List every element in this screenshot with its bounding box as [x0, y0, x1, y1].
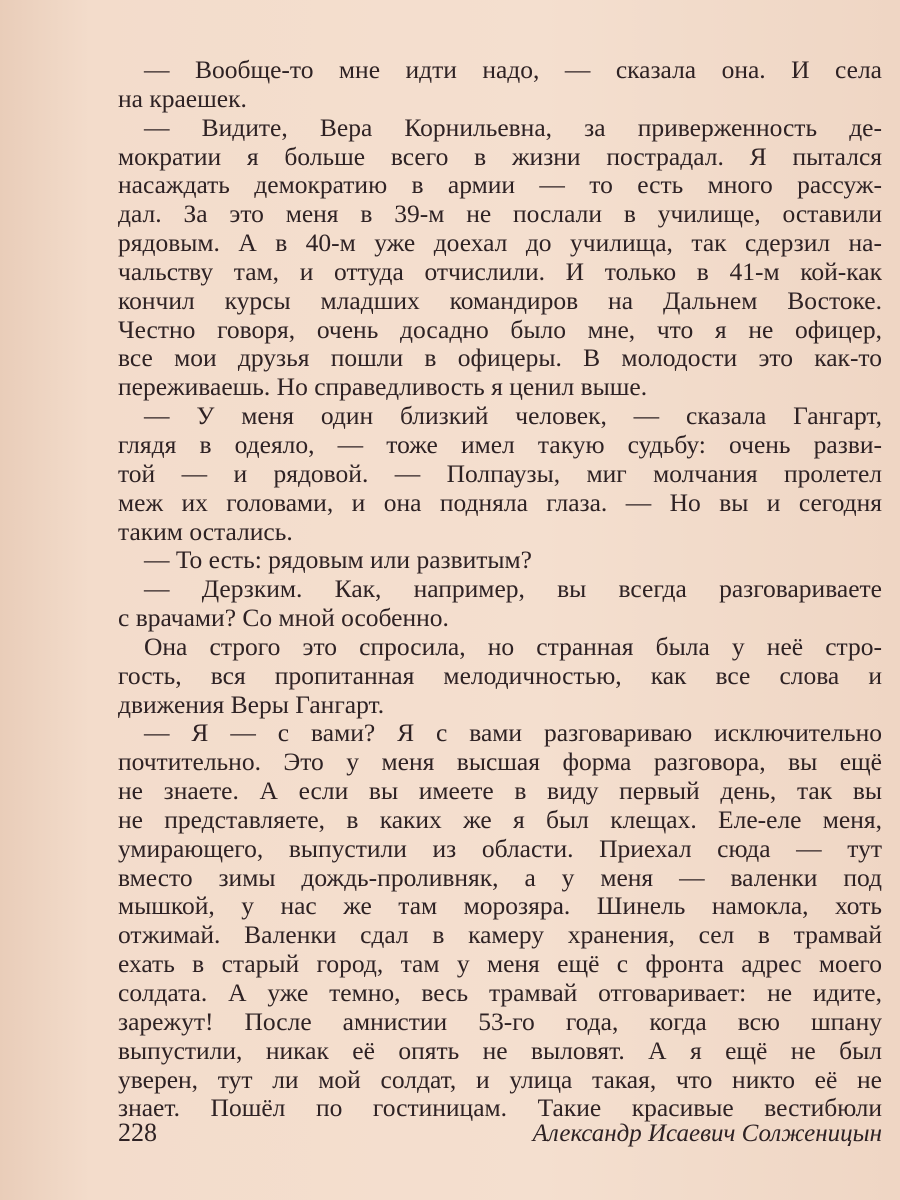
- text-line: глядя в одеяло, — тоже имел такую судьбу: очень разви-: [118, 429, 882, 459]
- text-line: — Вообще-то мне идти надо, — сказала она. И села: [144, 55, 882, 84]
- text-line: уверен, тут ли мой солдат, и улица такая, что никто её не: [118, 1064, 882, 1094]
- text-line: ехать в старый город, там у меня ещё с фронта адрес моего: [118, 949, 882, 979]
- text-line: все мои друзья пошли в офицеры. В молодости это как-то: [118, 343, 882, 373]
- text-line: меж их головами, и она подняла глаза. — Но вы и сегодня: [118, 487, 882, 517]
- text-line: мократии я больше всего в жизни пострадал. Я пытался: [118, 141, 882, 171]
- text-line: Она строго это спросила, но странная была у неё стро-: [144, 631, 882, 661]
- text-line: умирающего, выпустили из области. Приехал сюда — тут: [118, 833, 882, 863]
- text-line: — Я — с вами? Я с вами разговариваю исключительно: [144, 718, 882, 748]
- text-line: кончил курсы младших командиров на Дальнем Востоке.: [118, 285, 882, 315]
- text-line: движения Веры Гангарт.: [118, 689, 385, 719]
- text-line: знает. Пошёл по гостиницам. Такие красивые вестибюли: [118, 1093, 882, 1123]
- text-line: переживаешь. Но справедливость я ценил выше.: [118, 372, 648, 402]
- page-body-text: [118, 56, 882, 1123]
- text-line: не представляете, в каких же я был клещах. Еле-еле меня,: [118, 804, 882, 834]
- text-line: выпустили, никак её опять не выловят. А я ещё не был: [118, 1035, 882, 1065]
- text-line: зарежут! После амнистии 53-го года, когда всю шпану: [118, 1006, 882, 1036]
- text-line: гость, вся пропитанная мелодичностью, как все слова и: [118, 660, 882, 690]
- text-line: насаждать демократию в армии — то есть много рассуж-: [118, 170, 882, 200]
- running-footer-author: Александр Исаевич Солженицын: [532, 1120, 882, 1147]
- text-line: с врачами? Со мной особенно.: [118, 603, 449, 633]
- text-line: солдата. А уже темно, весь трамвай отговаривает: не идите,: [118, 978, 882, 1007]
- text-line: той — и рядовой. — Полпаузы, миг молчания пролетел: [118, 458, 882, 488]
- text-line: вместо зимы дождь-проливняк, а у меня — валенки под: [118, 862, 882, 892]
- page-number: 228: [118, 1118, 157, 1147]
- text-line: чальству там, и оттуда отчислили. И только в 41-м кой-как: [118, 256, 882, 286]
- text-line: — То есть: рядовым или развитым?: [144, 545, 533, 575]
- text-line: Честно говоря, очень досадно было мне, что я не офицер,: [118, 314, 882, 344]
- text-line: — У меня один близкий человек, — сказала Гангарт,: [144, 401, 882, 431]
- text-line: не знаете. А если вы имеете в виду первый день, так вы: [118, 776, 882, 806]
- text-line: почтительно. Это у меня высшая форма разговора, вы ещё: [118, 747, 882, 777]
- text-line: дал. За это меня в 39-м не послали в училище, оставили: [118, 199, 882, 229]
- page-footer: [118, 1118, 882, 1152]
- text-line: мышкой, у нас же там морозяра. Шинель намокла, хоть: [118, 891, 882, 921]
- text-line: рядовым. А в 40-м уже доехал до училища, так сдерзил на-: [118, 228, 882, 258]
- text-line: на краешек.: [118, 83, 247, 113]
- text-line: таким остались.: [118, 516, 293, 546]
- text-line: — Видите, Вера Корнильевна, за приверженность де-: [144, 112, 882, 142]
- text-line: — Дерзким. Как, например, вы всегда разговариваете: [144, 574, 882, 604]
- text-line: отжимай. Валенки сдал в камеру хранения, сел в трамвай: [118, 920, 882, 950]
